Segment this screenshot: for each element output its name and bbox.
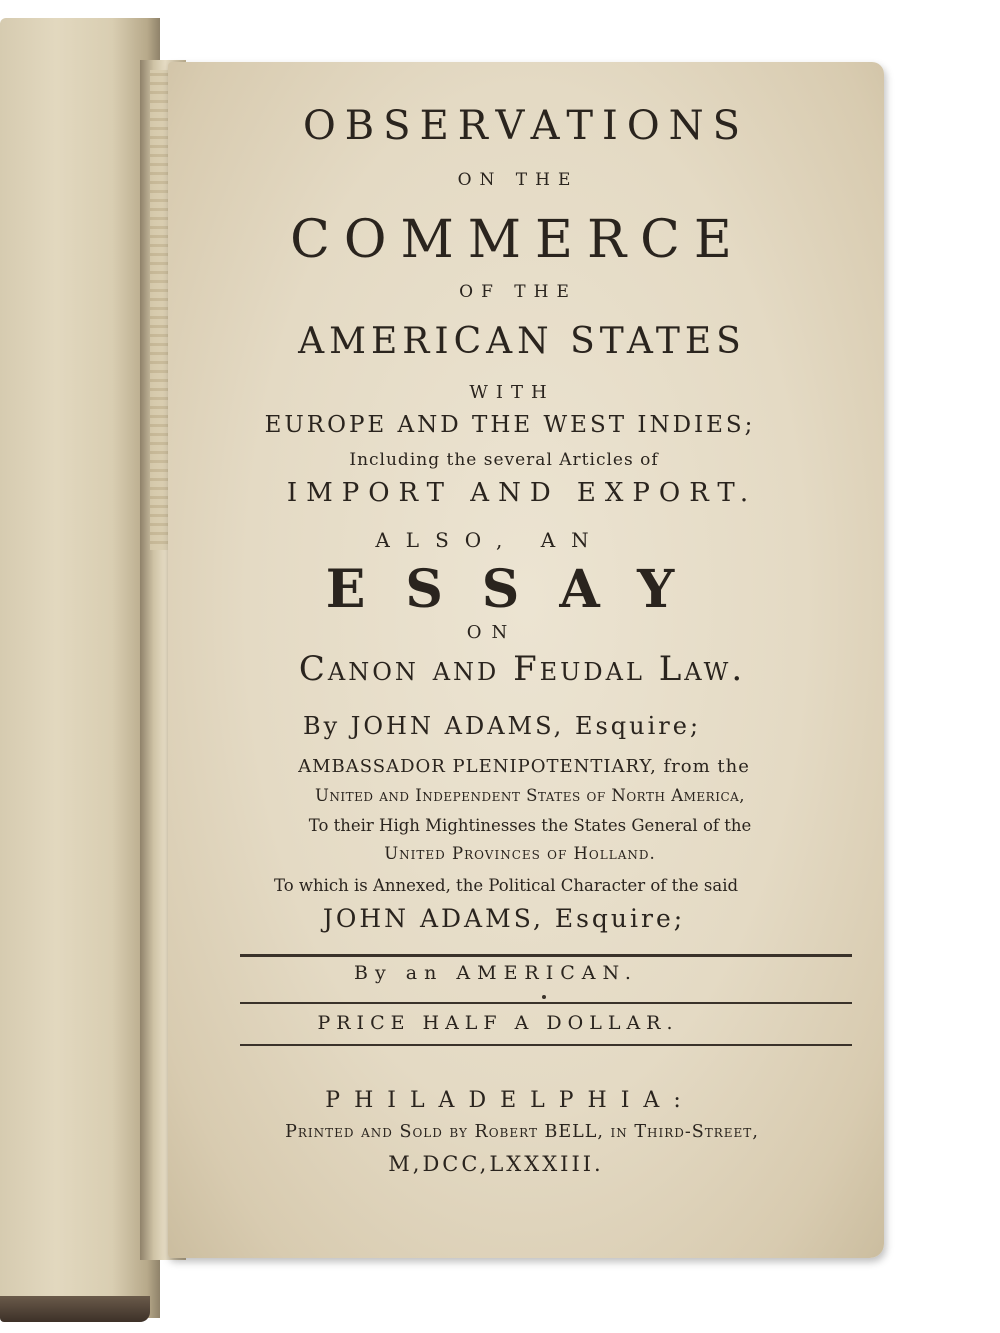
canon-feudal-law: Canon and Feudal Law. <box>298 649 746 689</box>
with: WITH <box>469 382 555 403</box>
printed-sold-robert-bell: Printed and Sold by Robert BELL, in Third-Street, <box>285 1122 759 1142</box>
united-provinces: United Provinces of Holland. <box>384 844 656 863</box>
rule-ornament <box>542 995 546 999</box>
high-mightinesses: To their High Mightinesses the States General of the <box>308 816 752 835</box>
united-independent-states: United and Independent States of North America, <box>314 786 746 805</box>
by-john-adams: By JOHN ADAMS, Esquire; <box>302 712 702 740</box>
europe-west-indies: EUROPE AND THE WEST INDIES; <box>264 412 756 438</box>
import-export: IMPORT AND EXPORT. <box>286 478 758 508</box>
by-an-american: By an AMERICAN. <box>354 962 638 984</box>
rule-middle <box>240 1002 852 1004</box>
title-essay: ESSAY <box>325 559 715 620</box>
double-rule-top <box>240 954 852 957</box>
also-an: ALSO, AN <box>375 528 605 552</box>
including-articles: Including the several Articles of <box>349 450 659 470</box>
title-commerce: COMMERCE <box>290 210 746 270</box>
john-adams-esquire: JOHN ADAMS, Esquire; <box>322 904 686 933</box>
american-states: AMERICAN STATES <box>298 321 746 362</box>
to-which-annexed: To which is Annexed, the Political Character of the said <box>273 876 739 895</box>
date-roman-numerals: M,DCC,LXXXIII. <box>388 1152 604 1176</box>
left-endpaper <box>0 18 160 1318</box>
rule-bottom <box>240 1044 852 1046</box>
title-page <box>168 62 884 1258</box>
title-observations: OBSERVATIONS <box>302 103 750 149</box>
price-half-dollar: PRICE HALF A DOLLAR. <box>317 1012 679 1034</box>
on: ON <box>466 622 518 643</box>
of-the: OF THE <box>459 282 577 302</box>
on-the: ON THE <box>457 170 579 190</box>
cover-edge <box>0 1296 150 1322</box>
philadelphia: PHILADELPHIA: <box>325 1088 695 1113</box>
ambassador-plenipotentiary: AMBASSADOR PLENIPOTENTIARY, from the <box>298 756 750 777</box>
